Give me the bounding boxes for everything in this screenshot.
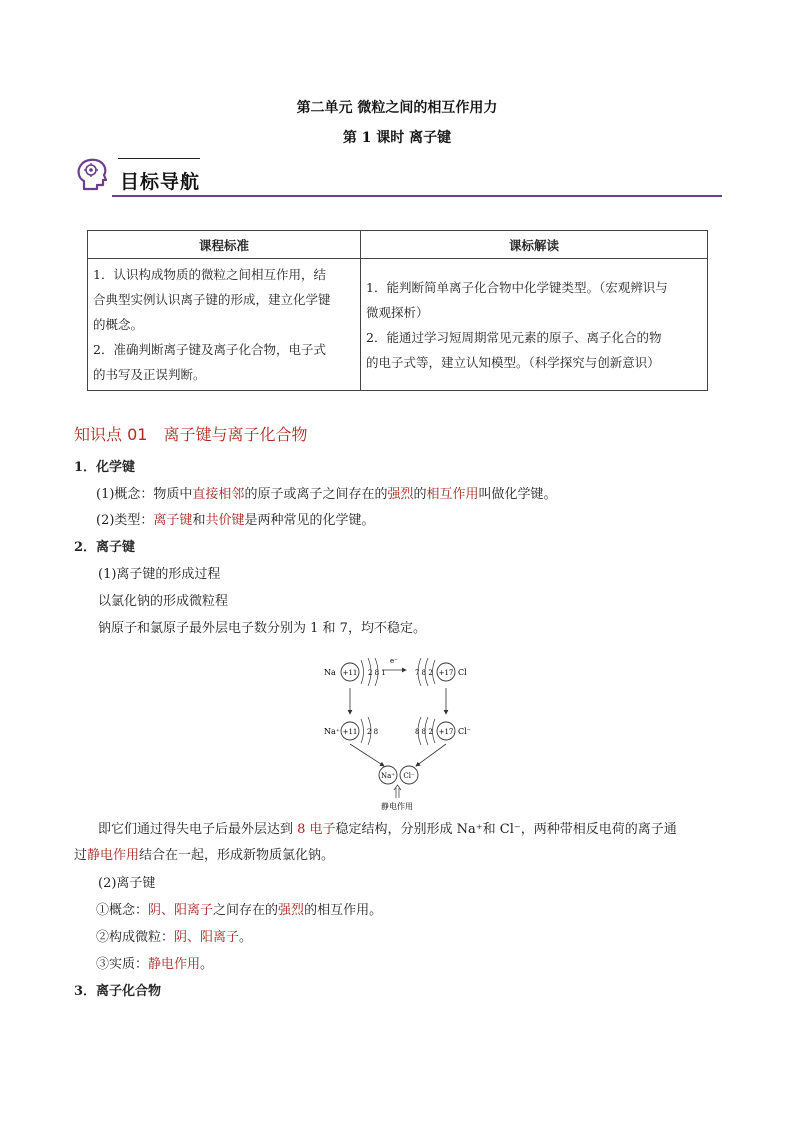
text-run: 之间存在的 [213, 903, 279, 918]
cl-converge-arrow [416, 744, 446, 766]
table-cell-line: 合典型实例认识离子键的形成，建立化学键 [93, 292, 331, 307]
nacl-formation-diagram [320, 648, 480, 814]
table-cell-line: 的书写及正误判断。 [93, 367, 206, 382]
table-header-standard: 课程标准 [88, 231, 361, 259]
cl-ion-shells: 8 8 2 [415, 728, 433, 736]
head-brain-icon [74, 156, 110, 192]
text-run: (1)概念：物质中 [96, 487, 193, 502]
paragraph-line: 钠原子和氯原子最外层电子数分别为 1 和 7，均不稳定。 [98, 621, 426, 636]
table-cell-line: 的电子式等，建立认知模型。（科学探究与创新意识） [366, 354, 660, 370]
subheading: (1)离子键的形成过程 [98, 567, 221, 582]
ionic-bond-concept [96, 902, 382, 920]
explanation-line-1 [98, 821, 677, 839]
table-header-interpretation: 课标解读 [361, 231, 708, 259]
subheading: (2)离子键 [98, 876, 156, 891]
standard-cell [88, 259, 361, 391]
text-run: 。 [200, 957, 214, 972]
electron-label: e⁻ [390, 657, 398, 665]
keyword: 静电作用 [148, 957, 201, 972]
text-run: 结合在一起，形成新物质氯化钠。 [139, 848, 335, 863]
knowledge-point-label: 知识点 01 [74, 425, 148, 444]
keyword: 相互作用 [426, 487, 479, 502]
na-ion-symbol: Na⁺ [324, 727, 340, 736]
text-run: ①概念： [96, 903, 149, 918]
bond-pointer-arrowhead [394, 785, 401, 790]
interpretation-cell [361, 259, 708, 391]
bond-label: 静电作用 [381, 802, 413, 811]
standards-table [87, 230, 708, 391]
table-cell-line: 微观探析） [366, 304, 429, 320]
text-run: 过 [74, 848, 88, 863]
keyword: 静电作用 [87, 848, 140, 863]
ionic-bond-particles [96, 929, 252, 947]
na-ion-shells: 2 8 [367, 728, 379, 736]
text-run: 的 [413, 487, 427, 502]
table-cell-line: 1．能判断简单离子化合物中化学键类型。（宏观辨识与 [366, 279, 668, 295]
text-run: 的原子或离子之间存在的 [244, 487, 388, 502]
banner-top-line [118, 158, 200, 159]
chem-bond-types [96, 512, 374, 530]
section-heading: 3．离子化合物 [74, 984, 162, 999]
bond-na-label: Na⁺ [381, 772, 395, 780]
na-converge-arrow [350, 744, 384, 766]
text-run: 。 [239, 930, 253, 945]
ionic-bond-essence [96, 956, 213, 974]
section-heading: 1．化学键 [74, 460, 136, 475]
explanation-line-2 [74, 847, 334, 865]
keyword: 直接相邻 [192, 487, 245, 502]
keyword: 共价键 [205, 513, 245, 528]
text-run: 是两种常见的化学键。 [244, 513, 375, 528]
chem-bond-concept [96, 486, 557, 504]
cl-shells: 7 8 2 [415, 669, 433, 677]
na-shells: 2 8 1 [368, 669, 386, 677]
paragraph-line: 以氯化钠的形成微粒程 [98, 594, 229, 609]
keyword: 强烈 [387, 487, 414, 502]
banner-title: 目标导航 [120, 171, 201, 193]
text-run: 即它们通过得失电子后最外层达到 [98, 822, 298, 837]
cl-ion-symbol: Cl⁻ [458, 727, 471, 736]
table-cell-line: 2．能通过学习短周期常见元素的原子、离子化合的物 [366, 329, 662, 345]
text-run: 叫做化学键。 [478, 487, 557, 502]
keyword: 8 电子 [297, 822, 336, 837]
lesson-title: 第 1 课时 离子键 [342, 130, 452, 146]
text-run: ②构成微粒： [96, 930, 175, 945]
bond-cl-label: Cl⁻ [403, 772, 415, 780]
banner-divider [112, 195, 722, 197]
cl-nucleus: +17 [438, 669, 454, 677]
knowledge-point-name: 离子键与离子化合物 [163, 425, 308, 444]
text-run: 的相互作用。 [304, 903, 383, 918]
keyword: 阴、阳离子 [174, 930, 240, 945]
na-symbol: Na [324, 668, 336, 677]
text-run: (2)类型： [96, 513, 154, 528]
keyword: 离子键 [153, 513, 193, 528]
na-nucleus: +11 [342, 669, 358, 677]
cl-symbol: Cl [458, 668, 467, 677]
table-cell-line: 的概念。 [93, 317, 144, 332]
na-ion-nucleus: +11 [342, 728, 358, 736]
table-cell-line: 2．准确判断离子键及离子化合物，电子式 [93, 342, 326, 357]
unit-title: 第二单元 微粒之间的相互作用力 [296, 100, 498, 116]
keyword: 强烈 [278, 903, 305, 918]
table-cell-line: 1．认识构成物质的微粒之间相互作用，结 [93, 267, 326, 282]
text-run: 和 [192, 513, 206, 528]
keyword: 阴、阳离子 [148, 903, 214, 918]
knowledge-point-title [74, 422, 307, 445]
section-heading: 2．离子键 [74, 540, 136, 555]
text-run: 稳定结构，分别形成 Na⁺和 Cl⁻，两种带相反电荷的离子通 [335, 822, 677, 837]
cl-ion-nucleus: +17 [438, 728, 454, 736]
text-run: ③实质： [96, 957, 149, 972]
